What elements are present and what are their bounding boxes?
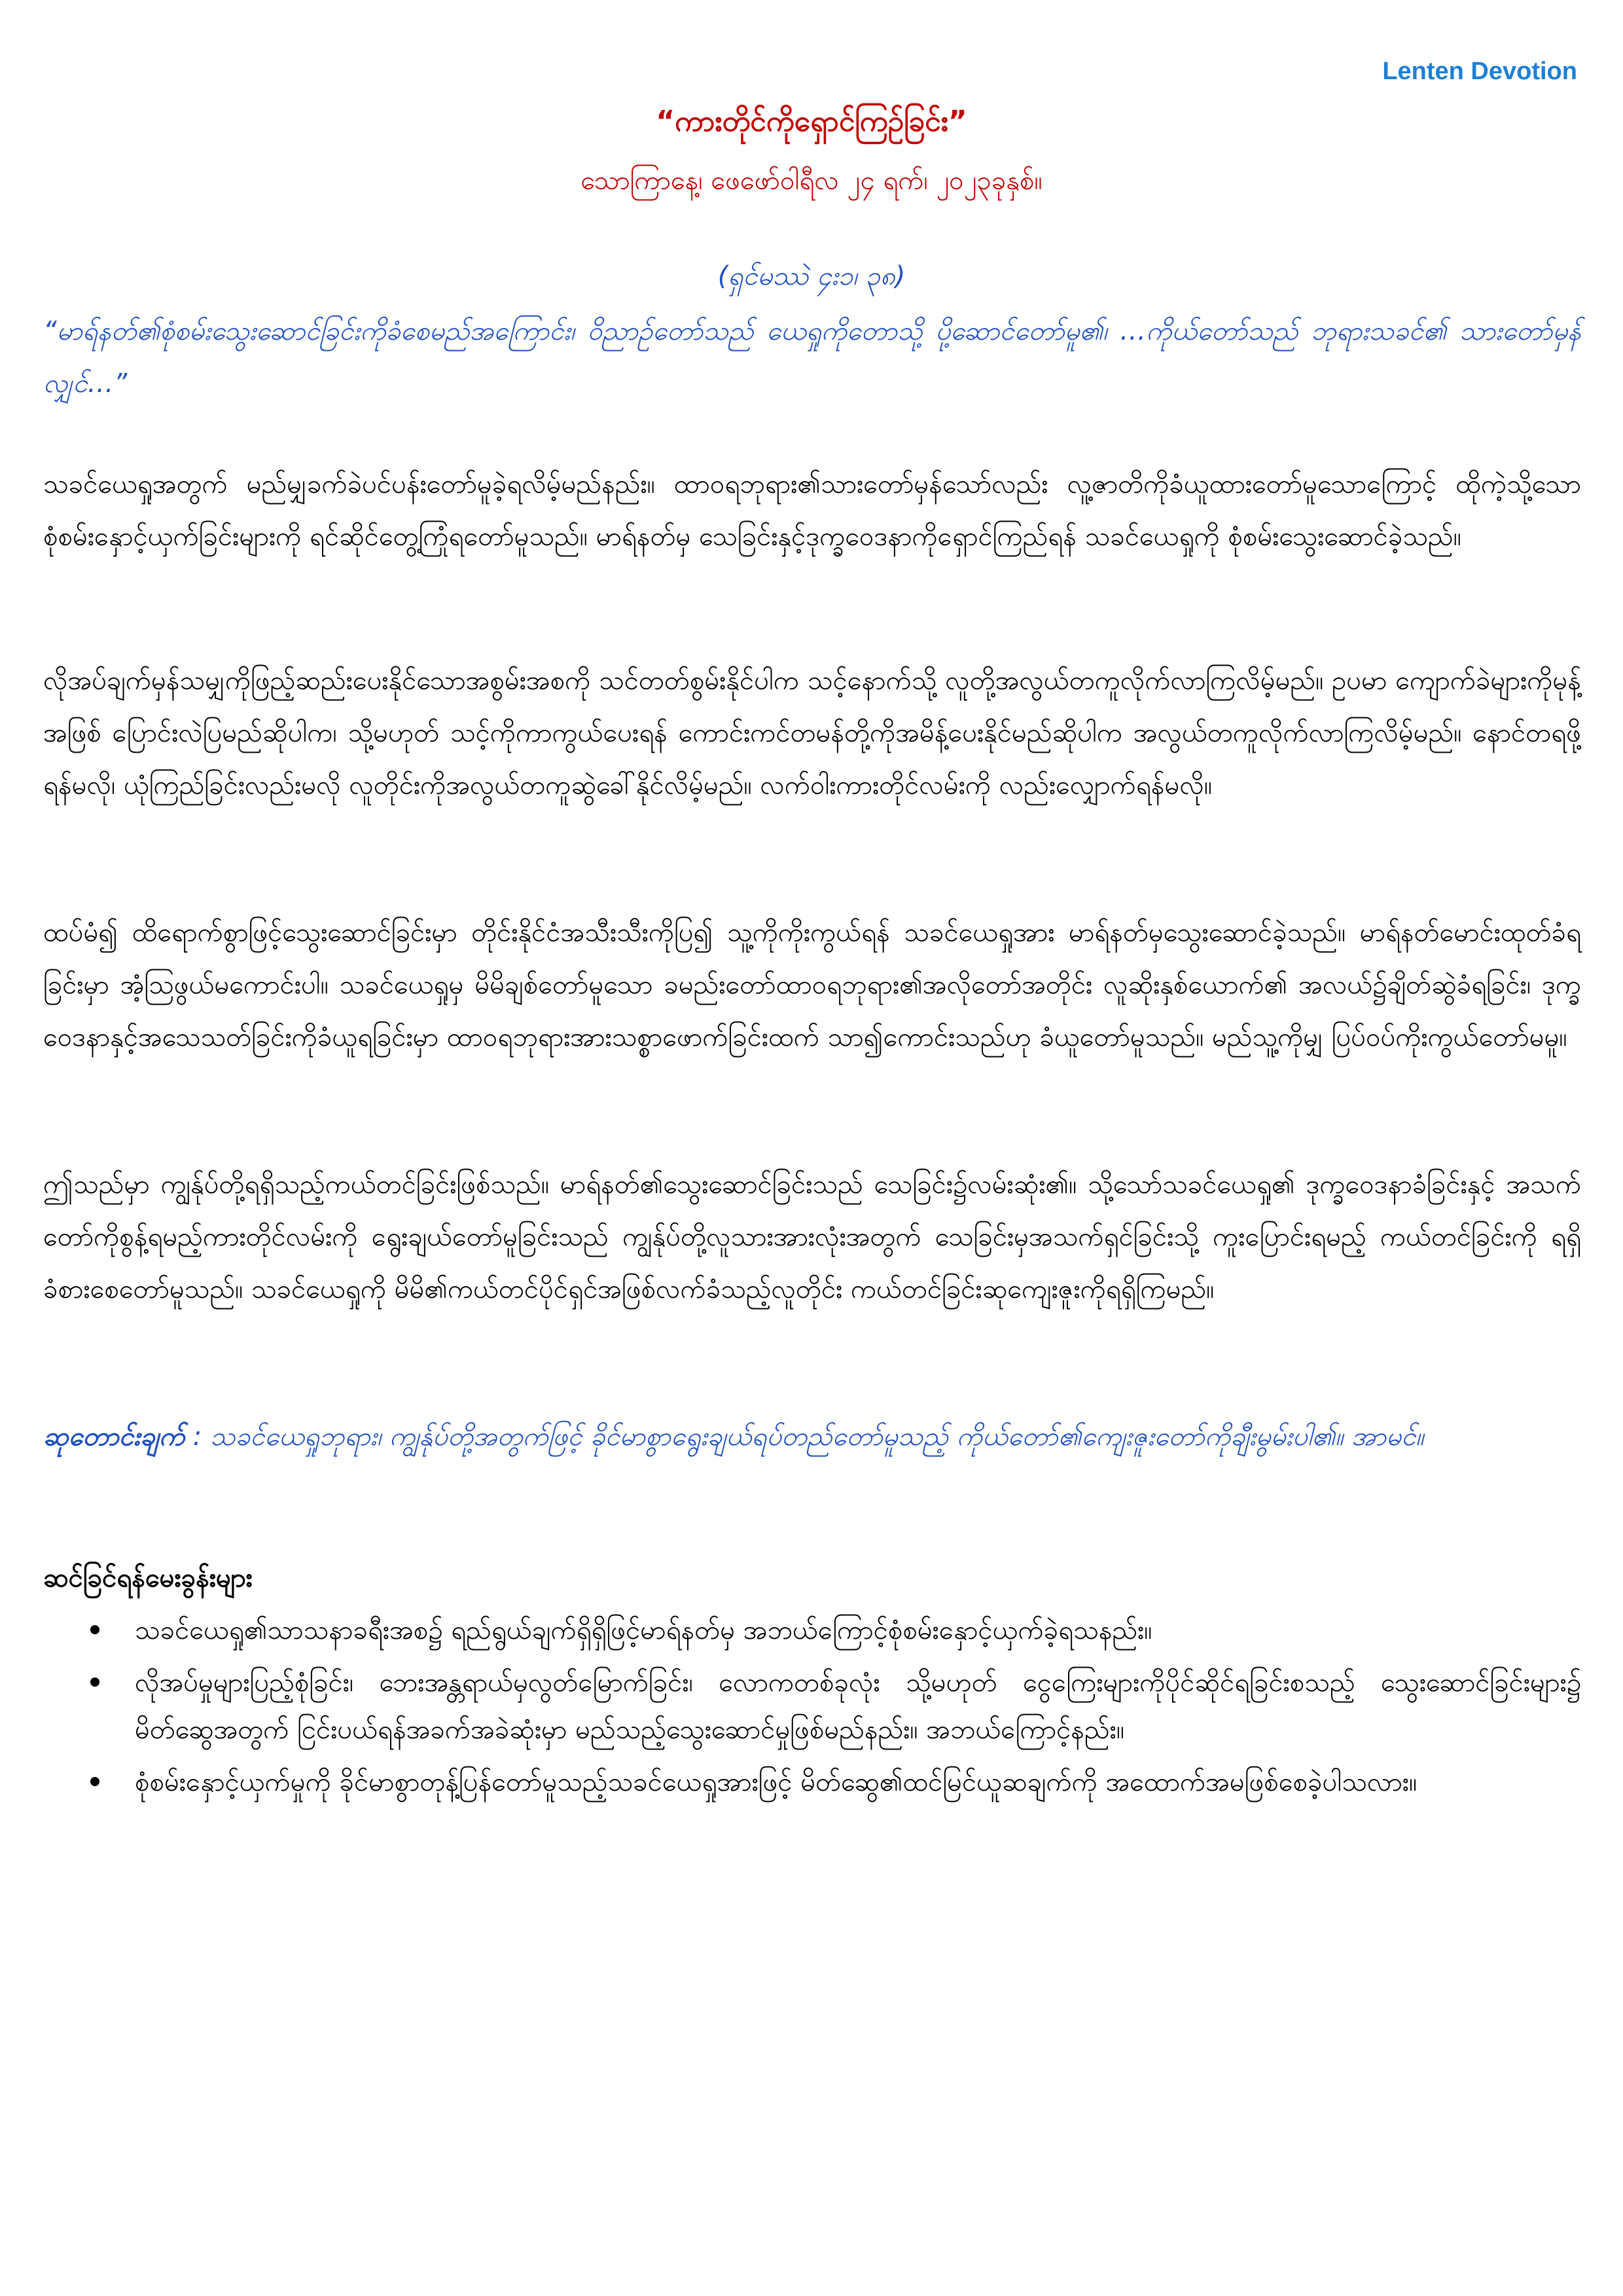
body-paragraph-4: ဤသည်မှာ ကျွန်ုပ်တို့ရရှိသည့်ကယ်တင်ခြင်းဖြစ်သည်။ မာရ်နတ်၏သွေးဆောင်ခြင်းသည် သေခြင်း၌လမ်းဆုံး၏။ သို့သော်သခင်ယေရှု၏ ဒုက္ခဝေဒနာခံခြင်းနှင့် အသက်တော်ကိုစွန့်ရမည့်ကားတိုင်လမ်းကို ရွေးချယ်တော်မူခြင်းသည် ကျွန်ုပ်တို့လူသားအားလုံးအတွက် သေခြင်းမှအသက်ရှင်ခြင်းသို့ ကူးပြောင်းရမည့် ကယ်တင်ခြင်းကို ရရှိခံစားစေတော်မူသည်။ သခင်ယေရှုကို မိမိ၏ကယ်တင်ပိုင်ရှင်အဖြစ်လက်ခံသည့်လူတိုင်း ကယ်တင်ခြင်းဆုကျေးဇူးကိုရရှိကြမည်။ <box>43 1170 1581 1304</box>
body-paragraph-1: သခင်ယေရှုအတွက် မည်မျှခက်ခဲပင်ပန်းတော်မူခဲ့ရလိမ့်မည်နည်း။ ထာဝရဘုရား၏သားတော်မှန်သော်လည်း လူ့ဇာတိကိုခံယူထားတော်မူသောကြောင့် ထိုကဲ့သို့သောစုံစမ်းနှောင့်ယှက်ခြင်းများကို ရင်ဆိုင်တွေ့ကြုံရတော်မူသည်။ မာရ်နတ်မှ သေခြင်းနှင့်ဒုက္ခဝေဒနာကိုရှောင်ကြည်ရန် သခင်ယေရှုကို စုံစမ်းသွေးဆောင်ခဲ့သည်။ <box>43 469 1581 552</box>
body-paragraph-2: လိုအပ်ချက်မှန်သမျှကိုဖြည့်ဆည်းပေးနိုင်သောအစွမ်းအစကို သင်တတ်စွမ်းနိုင်ပါက သင့်နောက်သို့ လူတို့အလွယ်တကူလိုက်လာကြလိမ့်မည်။ ဥပမာ ကျောက်ခဲများကိုမုန့်အဖြစ် ပြောင်းလဲပြမည်ဆိုပါက၊ သို့မဟုတ် သင့်ကိုကာကွယ်ပေးရန် ကောင်းကင်တမန်တို့ကိုအမိန့်ပေးနိုင်မည်ဆိုပါက အလွယ်တကူလိုက်လာကြလိမ့်မည်။ နောင်တရဖို့ရန်မလို၊ ယုံကြည်ခြင်းလည်းမလို လူတိုင်းကိုအလွယ်တကူဆွဲခေါ်နိုင်လိမ့်မည်။ လက်ဝါးကားတိုင်လမ်းကို လည်းလျှောက်ရန်မလို။ <box>43 666 1581 800</box>
question-text: သခင်ယေရှု၏သာသနာခရီးအစ၌ ရည်ရွယ်ချက်ရှိရှိဖြင့်မာရ်နတ်မှ အဘယ်ကြောင့်စုံစမ်းနှောင့်ယှက်ခဲ့ရသနည်း။ <box>135 1615 1152 1645</box>
bullet-icon <box>90 1777 99 1786</box>
list-item <box>43 1659 1581 1753</box>
question-text: လိုအပ်မှုများပြည့်စုံခြင်း၊ ဘေးအန္တရာယ်မှလွတ်မြောက်ခြင်း၊ လောကတစ်ခုလုံး သို့မဟုတ် ငွေကြေးများကိုပိုင်ဆိုင်ရခြင်းစသည့် သွေးဆောင်ခြင်းများ၌ မိတ်ဆွေအတွက် ငြင်းပယ်ရန်အခက်အခဲဆုံးမှာ မည်သည့်သွေးဆောင်မှုဖြစ်မည်နည်း။ အဘယ်ကြောင့်နည်း။ <box>135 1668 1581 1745</box>
series-label: Lenten Devotion <box>1382 58 1577 85</box>
prayer-label: ဆုတောင်းချက် <box>43 1422 185 1452</box>
body-paragraph-3: ထပ်မံ၍ ထိရောက်စွာဖြင့်သွေးဆောင်ခြင်းမှာ တိုင်းနိုင်ငံအသီးသီးကိုပြ၍ သူ့ကိုကိုးကွယ်ရန် သခင်ယေရှုအား မာရ်နတ်မှသွေးဆောင်ခဲ့သည်။ မာရ်နတ်မောင်းထုတ်ခံရခြင်းမှာ အံ့သြဖွယ်မကောင်းပါ။ သခင်ယေရှုမှ မိမိချစ်တော်မူသော ခမည်းတော်ထာဝရဘုရား၏အလိုတော်အတိုင်း လူဆိုးနှစ်ယောက်၏ အလယ်၌ချိတ်ဆွဲခံရခြင်း၊ ဒုက္ခဝေဒနာနှင့်အသေသတ်ခြင်းကိုခံယူရခြင်းမှာ ထာဝရဘုရားအားသစ္စာဖောက်ခြင်းထက် သာ၍ကောင်းသည်ဟု ခံယူတော်မူသည်။ မည်သူ့ကိုမျှ ပြပ်ဝပ်ကိုးကွယ်တော်မမူ။ <box>43 918 1581 1052</box>
prayer <box>43 1410 1581 1463</box>
reflection-list <box>43 1607 1581 1811</box>
bullet-icon <box>90 1677 99 1687</box>
prayer-text: သခင်ယေရှုဘုရား၊ ကျွန်ုပ်တို့အတွက်ဖြင့် ခိုင်မာစွာရွေးချယ်ရပ်တည်တော်မူသည့် ကိုယ်တော်၏ကျေးဇူးတော်ကိုချီးမွမ်းပါ၏။ အာမင်။ <box>210 1422 1424 1452</box>
reflection-heading: ဆင်ခြင်ရန်မေးခွန်းများ <box>43 1563 253 1593</box>
list-item <box>43 1607 1581 1654</box>
scripture-text: “မာရ်နတ်၏စုံစမ်းသွေးဆောင်ခြင်းကိုခံစေမည်အကြောင်း၊ ဝိညာဉ်တော်သည် ယေရှုကိုတောသို့ ပို့ဆောင်တော်မူ၏၊ …ကိုယ်တော်သည် ဘုရားသခင်၏ သားတော်မှန်လျှင်…” <box>43 316 1581 399</box>
bullet-icon <box>90 1625 99 1634</box>
devotion-date: သောကြာနေ့၊ ဖေဖော်ဝါရီလ ၂၄ ရက်၊ ၂၀၂၃ခုနှစ်။ <box>580 166 1043 196</box>
list-item <box>43 1759 1581 1806</box>
question-text: စုံစမ်းနှောင့်ယှက်မှုကို ခိုင်မာစွာတုန့်ပြန်တော်မူသည့်သခင်ယေရှုအားဖြင့် မိတ်ဆွေ၏ထင်မြင်ယူဆချက်ကို အထောက်အမဖြစ်စေခဲ့ပါသလား။ <box>135 1767 1418 1797</box>
scripture-reference: (ရှင်မဿဲ ၄း၁၊ ၃၈) <box>717 261 906 291</box>
prayer-separator: : <box>185 1422 210 1452</box>
devotion-title: “ကားတိုင်ကိုရှောင်ကြဉ်ခြင်း” <box>656 105 967 138</box>
